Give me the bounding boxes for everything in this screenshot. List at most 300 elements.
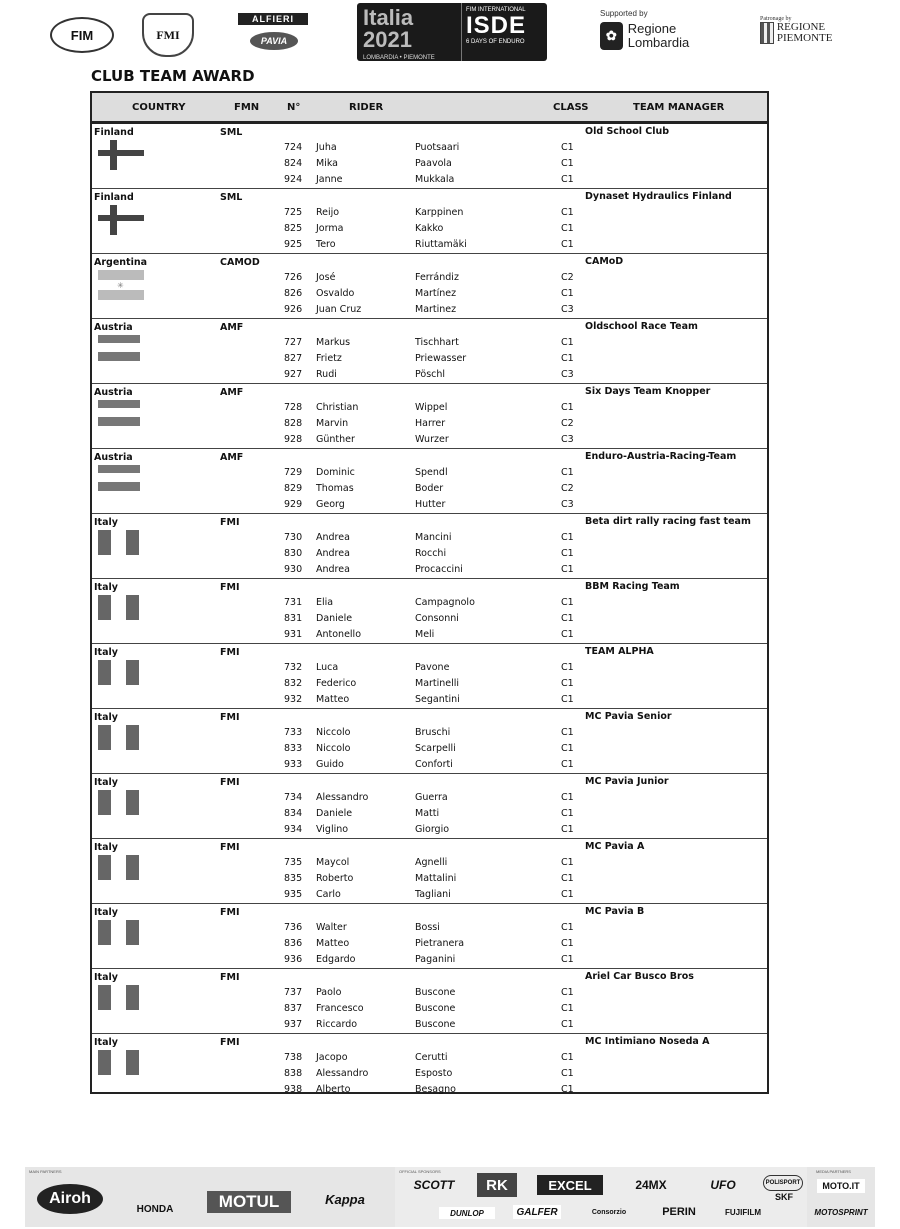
team-table <box>90 91 769 1094</box>
rider-first-name: Janne <box>316 174 343 185</box>
country-name: Austria <box>94 322 133 333</box>
fmn-name: SML <box>220 127 243 138</box>
rider-last-name: Harrer <box>415 418 446 429</box>
team-manager-name: CAMoD <box>585 256 624 267</box>
team-manager-name: TEAM ALPHA <box>585 646 654 657</box>
rider-row <box>92 434 767 450</box>
perin-logo: PERIN <box>662 1206 696 1218</box>
rider-last-name: Consonni <box>415 613 459 624</box>
rider-row <box>92 857 767 873</box>
rider-first-name: Antonello <box>316 629 362 640</box>
rider-number: 833 <box>284 743 303 754</box>
rider-last-name: Cerutti <box>415 1052 448 1063</box>
rider-class: C3 <box>561 304 574 315</box>
team-block <box>92 579 767 644</box>
rider-row <box>92 223 767 239</box>
kappa-logo: Kappa <box>325 1191 365 1207</box>
rider-last-name: Spendl <box>415 467 448 478</box>
rider-first-name: Riccardo <box>316 1019 358 1030</box>
rider-row <box>92 564 767 580</box>
rider-row <box>92 938 767 954</box>
rider-first-name: Daniele <box>316 613 353 624</box>
rider-class: C1 <box>561 223 574 234</box>
rider-class: C1 <box>561 922 574 933</box>
rider-number: 838 <box>284 1068 303 1079</box>
rider-last-name: Buscone <box>415 1019 456 1030</box>
rider-row <box>92 483 767 499</box>
fmi-logo: FMI <box>142 13 194 57</box>
col-fmn: FMN <box>234 102 260 113</box>
rider-class: C1 <box>561 1052 574 1063</box>
rider-class: C1 <box>561 548 574 559</box>
rider-last-name: Buscone <box>415 1003 456 1014</box>
rider-number: 831 <box>284 613 303 624</box>
rider-first-name: Guido <box>316 759 344 770</box>
rider-row <box>92 987 767 1003</box>
scott-logo: SCOTT <box>413 1178 455 1192</box>
country-name: Italy <box>94 582 118 593</box>
rider-class: C1 <box>561 337 574 348</box>
rider-last-name: Pietranera <box>415 938 465 949</box>
rider-number: 836 <box>284 938 303 949</box>
piemonte-name: REGIONE PIEMONTE <box>776 21 833 44</box>
rider-last-name: Guerra <box>415 792 448 803</box>
isde-edition: Italia 2021 <box>363 5 414 52</box>
team-manager-name: MC Pavia B <box>585 906 645 917</box>
rider-first-name: Luca <box>316 662 339 673</box>
rider-last-name: Martinez <box>415 304 457 315</box>
rider-first-name: Andrea <box>316 564 350 575</box>
team-block <box>92 124 767 189</box>
rider-first-name: Edgardo <box>316 954 356 965</box>
col-number: N° <box>287 102 301 113</box>
rider-row <box>92 337 767 353</box>
team-manager-name: MC Pavia Junior <box>585 776 669 787</box>
rider-number: 937 <box>284 1019 303 1030</box>
rider-row <box>92 1019 767 1035</box>
rider-number: 725 <box>284 207 303 218</box>
fmn-name: FMI <box>220 842 240 853</box>
rider-class: C1 <box>561 857 574 868</box>
rider-first-name: Juha <box>316 142 337 153</box>
rider-first-name: Georg <box>316 499 345 510</box>
team-manager-name: Enduro-Austria-Racing-Team <box>585 451 737 462</box>
dunlop-logo: DUNLOP <box>439 1207 495 1219</box>
rider-row <box>92 142 767 158</box>
24mx-logo: 24MX <box>635 1178 667 1192</box>
rider-first-name: Reijo <box>316 207 340 218</box>
rider-row <box>92 239 767 255</box>
rider-number: 724 <box>284 142 303 153</box>
team-block <box>92 254 767 319</box>
rider-first-name: Matteo <box>316 938 350 949</box>
country-name: Finland <box>94 192 134 203</box>
rider-row <box>92 288 767 304</box>
rider-row <box>92 304 767 320</box>
fujifilm-logo: FUJIFILM <box>725 1207 761 1217</box>
rider-number: 726 <box>284 272 303 283</box>
sponsor-footer <box>25 1167 875 1227</box>
rider-row <box>92 873 767 889</box>
team-manager-name: MC Pavia Senior <box>585 711 672 722</box>
isde-sub: 6 DAYS OF ENDURO <box>466 39 525 45</box>
rider-last-name: Martínez <box>415 288 457 299</box>
rider-first-name: Federico <box>316 678 357 689</box>
rider-first-name: Alessandro <box>316 1068 369 1079</box>
rider-class: C1 <box>561 629 574 640</box>
country-name: Italy <box>94 777 118 788</box>
rider-row <box>92 548 767 564</box>
rider-last-name: Pavone <box>415 662 450 673</box>
fmn-name: SML <box>220 192 243 203</box>
rider-last-name: Esposto <box>415 1068 453 1079</box>
rider-row <box>92 889 767 905</box>
rider-row <box>92 824 767 840</box>
rider-number: 734 <box>284 792 303 803</box>
rider-class: C1 <box>561 889 574 900</box>
rider-first-name: Elia <box>316 597 334 608</box>
rider-row <box>92 808 767 824</box>
team-manager-name: Beta dirt rally racing fast team <box>585 516 751 527</box>
rider-row <box>92 954 767 970</box>
rk-logo: RK <box>477 1173 517 1197</box>
rider-number: 837 <box>284 1003 303 1014</box>
rider-number: 924 <box>284 174 303 185</box>
regione-piemonte-logo <box>760 16 840 50</box>
rider-number: 727 <box>284 337 303 348</box>
fmn-name: AMF <box>220 322 244 333</box>
team-block <box>92 904 767 969</box>
rider-number: 936 <box>284 954 303 965</box>
fmn-name: FMI <box>220 777 240 788</box>
rider-number: 737 <box>284 987 303 998</box>
rider-first-name: José <box>316 272 336 283</box>
rider-number: 934 <box>284 824 303 835</box>
rider-class: C1 <box>561 1084 574 1095</box>
rider-last-name: Paganini <box>415 954 456 965</box>
rider-class: C1 <box>561 1003 574 1014</box>
rider-number: 834 <box>284 808 303 819</box>
rider-class: C1 <box>561 174 574 185</box>
rider-last-name: Agnelli <box>415 857 448 868</box>
rider-first-name: Jacopo <box>316 1052 348 1063</box>
rider-class: C1 <box>561 694 574 705</box>
isde-org: FIM INTERNATIONAL <box>466 7 526 13</box>
rider-last-name: Procaccini <box>415 564 463 575</box>
rider-number: 728 <box>284 402 303 413</box>
rider-first-name: Matteo <box>316 694 350 705</box>
rider-first-name: Osvaldo <box>316 288 355 299</box>
isde-region: LOMBARDIA • PIEMONTE <box>363 55 435 61</box>
rider-first-name: Roberto <box>316 873 354 884</box>
team-block <box>92 969 767 1034</box>
page-title: CLUB TEAM AWARD <box>91 67 255 85</box>
rider-row <box>92 532 767 548</box>
rider-class: C2 <box>561 418 574 429</box>
rider-row <box>92 369 767 385</box>
rider-class: C2 <box>561 483 574 494</box>
team-block <box>92 449 767 514</box>
rider-last-name: Besagno <box>415 1084 456 1095</box>
rider-last-name: Wippel <box>415 402 448 413</box>
rider-first-name: Maycol <box>316 857 350 868</box>
rider-last-name: Tischhart <box>415 337 459 348</box>
rider-first-name: Marvin <box>316 418 349 429</box>
rider-number: 832 <box>284 678 303 689</box>
rider-class: C1 <box>561 1068 574 1079</box>
rider-last-name: Riuttamäki <box>415 239 467 250</box>
rider-last-name: Tagliani <box>415 889 451 900</box>
rider-class: C1 <box>561 938 574 949</box>
rider-last-name: Buscone <box>415 987 456 998</box>
rider-last-name: Ferrándiz <box>415 272 459 283</box>
fmn-name: CAMOD <box>220 257 260 268</box>
rider-class: C1 <box>561 759 574 770</box>
rider-number: 735 <box>284 857 303 868</box>
rider-class: C1 <box>561 288 574 299</box>
rider-number: 738 <box>284 1052 303 1063</box>
team-block <box>92 319 767 384</box>
team-manager-name: Six Days Team Knopper <box>585 386 711 397</box>
rider-class: C1 <box>561 402 574 413</box>
rider-last-name: Bossi <box>415 922 440 933</box>
rider-number: 835 <box>284 873 303 884</box>
country-name: Italy <box>94 712 118 723</box>
team-block <box>92 709 767 774</box>
fmn-name: FMI <box>220 972 240 983</box>
rider-row <box>92 1068 767 1084</box>
rider-row <box>92 694 767 710</box>
team-manager-name: Old School Club <box>585 126 670 137</box>
rider-last-name: Mattalini <box>415 873 457 884</box>
rider-last-name: Priewasser <box>415 353 467 364</box>
rider-row <box>92 922 767 938</box>
rider-first-name: Frietz <box>316 353 342 364</box>
rider-class: C3 <box>561 369 574 380</box>
rider-class: C1 <box>561 678 574 689</box>
team-manager-name: Dynaset Hydraulics Finland <box>585 191 732 202</box>
fmn-name: FMI <box>220 582 240 593</box>
rider-last-name: Puotsaari <box>415 142 460 153</box>
main-partners-caption: MAIN PARTNERS <box>29 1169 62 1174</box>
rider-row <box>92 792 767 808</box>
rider-number: 826 <box>284 288 303 299</box>
col-class: CLASS <box>553 102 589 113</box>
rider-first-name: Walter <box>316 922 347 933</box>
rider-number: 927 <box>284 369 303 380</box>
rider-class: C1 <box>561 727 574 738</box>
rider-row <box>92 418 767 434</box>
rider-row <box>92 597 767 613</box>
rider-first-name: Dominic <box>316 467 355 478</box>
rider-number: 938 <box>284 1084 303 1095</box>
rider-first-name: Viglino <box>316 824 349 835</box>
rider-class: C1 <box>561 467 574 478</box>
rider-row <box>92 174 767 190</box>
rider-last-name: Conforti <box>415 759 453 770</box>
rider-last-name: Kakko <box>415 223 444 234</box>
rider-number: 930 <box>284 564 303 575</box>
fmn-name: FMI <box>220 712 240 723</box>
rider-class: C1 <box>561 158 574 169</box>
country-name: Austria <box>94 452 133 463</box>
country-name: Argentina <box>94 257 148 268</box>
rider-class: C2 <box>561 272 574 283</box>
country-name: Italy <box>94 842 118 853</box>
rider-first-name: Andrea <box>316 532 350 543</box>
media-partners-caption: MEDIA PARTNERS <box>816 1169 851 1174</box>
ufo-logo: UFO <box>710 1178 736 1192</box>
rider-row <box>92 207 767 223</box>
rider-number: 825 <box>284 223 303 234</box>
piemonte-icon <box>760 22 774 44</box>
rider-row <box>92 613 767 629</box>
pavia-logo: PAVIA <box>250 32 298 50</box>
team-manager-name: MC Intimiano Noseda A <box>585 1036 710 1047</box>
col-country: COUNTRY <box>132 102 186 113</box>
regione-lombardia-logo <box>600 9 720 59</box>
rider-number: 731 <box>284 597 303 608</box>
rider-row <box>92 272 767 288</box>
rider-class: C1 <box>561 564 574 575</box>
patronage-caption: Patronage by <box>760 16 792 22</box>
team-block <box>92 189 767 254</box>
rider-last-name: Segantini <box>415 694 460 705</box>
team-block <box>92 839 767 904</box>
rider-class: C1 <box>561 597 574 608</box>
rider-row <box>92 1003 767 1019</box>
rider-last-name: Giorgio <box>415 824 450 835</box>
rider-row <box>92 662 767 678</box>
rider-first-name: Mika <box>316 158 338 169</box>
rider-last-name: Rocchi <box>415 548 447 559</box>
country-name: Austria <box>94 387 133 398</box>
rider-first-name: Paolo <box>316 987 342 998</box>
col-rider: RIDER <box>349 102 384 113</box>
rider-row <box>92 402 767 418</box>
rider-first-name: Niccolo <box>316 743 351 754</box>
team-block <box>92 774 767 839</box>
motul-logo: MOTUL <box>207 1191 291 1213</box>
rider-first-name: Tero <box>316 239 336 250</box>
rider-last-name: Meli <box>415 629 435 640</box>
rider-number: 729 <box>284 467 303 478</box>
rider-class: C1 <box>561 824 574 835</box>
country-name: Italy <box>94 647 118 658</box>
team-block <box>92 384 767 449</box>
svg-text:✳: ✳ <box>117 281 124 290</box>
rider-last-name: Martinelli <box>415 678 460 689</box>
galfer-logo: GALFER <box>513 1205 561 1219</box>
team-block <box>92 514 767 579</box>
rider-last-name: Mukkala <box>415 174 455 185</box>
lombardia-icon: ✿ <box>600 22 623 50</box>
rider-number: 830 <box>284 548 303 559</box>
rider-first-name: Francesco <box>316 1003 364 1014</box>
rider-first-name: Juan Cruz <box>316 304 362 315</box>
rider-row <box>92 629 767 645</box>
honda-logo: HONDA <box>136 1204 174 1215</box>
motoit-logo: MOTO.IT <box>817 1179 865 1193</box>
rider-class: C1 <box>561 613 574 624</box>
rider-number: 732 <box>284 662 303 673</box>
rider-row <box>92 678 767 694</box>
team-manager-name: Oldschool Race Team <box>585 321 698 332</box>
rider-row <box>92 467 767 483</box>
rider-number: 933 <box>284 759 303 770</box>
airoh-logo: Airoh <box>37 1184 103 1214</box>
country-name: Finland <box>94 127 134 138</box>
rider-last-name: Karppinen <box>415 207 464 218</box>
rider-first-name: Thomas <box>316 483 354 494</box>
excel-logo: EXCEL <box>537 1175 603 1195</box>
rider-class: C1 <box>561 532 574 543</box>
polisport-logo: POLISPORT <box>763 1175 803 1191</box>
rider-row <box>92 1084 767 1100</box>
fmn-name: AMF <box>220 452 244 463</box>
rider-class: C1 <box>561 662 574 673</box>
country-name: Italy <box>94 972 118 983</box>
country-name: Italy <box>94 1037 118 1048</box>
rider-last-name: Wurzer <box>415 434 449 445</box>
rider-class: C1 <box>561 743 574 754</box>
lombardia-name: Regione Lombardia <box>627 21 690 50</box>
rider-row <box>92 499 767 515</box>
rider-class: C3 <box>561 434 574 445</box>
rider-number: 827 <box>284 353 303 364</box>
rider-class: C1 <box>561 207 574 218</box>
rider-last-name: Pöschl <box>415 369 446 380</box>
rider-class: C1 <box>561 873 574 884</box>
rider-first-name: Niccolo <box>316 727 351 738</box>
rider-class: C1 <box>561 792 574 803</box>
rider-class: C1 <box>561 987 574 998</box>
rider-class: C1 <box>561 239 574 250</box>
team-block <box>92 1034 767 1099</box>
rider-number: 928 <box>284 434 303 445</box>
rider-class: C1 <box>561 808 574 819</box>
team-manager-name: BBM Racing Team <box>585 581 680 592</box>
rider-row <box>92 743 767 759</box>
country-name: Italy <box>94 907 118 918</box>
rider-class: C1 <box>561 142 574 153</box>
isde-logo <box>357 3 547 61</box>
fmn-name: FMI <box>220 907 240 918</box>
fmn-name: FMI <box>220 1037 240 1048</box>
team-manager-name: MC Pavia A <box>585 841 645 852</box>
team-block <box>92 644 767 709</box>
rider-first-name: Markus <box>316 337 351 348</box>
rider-first-name: Christian <box>316 402 359 413</box>
rider-number: 931 <box>284 629 303 640</box>
fmn-name: FMI <box>220 517 240 528</box>
col-team-manager: TEAM MANAGER <box>633 102 725 113</box>
rider-number: 925 <box>284 239 303 250</box>
team-manager-name: Ariel Car Busco Bros <box>585 971 694 982</box>
rider-last-name: Matti <box>415 808 440 819</box>
rider-last-name: Paavola <box>415 158 452 169</box>
rider-number: 824 <box>284 158 303 169</box>
rider-class: C1 <box>561 954 574 965</box>
rider-number: 736 <box>284 922 303 933</box>
rider-last-name: Boder <box>415 483 444 494</box>
rider-number: 828 <box>284 418 303 429</box>
official-sponsors-caption: OFFICIAL SPONSORS <box>399 1169 441 1174</box>
alfieri-logo: ALFIERI <box>238 13 308 25</box>
fmn-name: AMF <box>220 387 244 398</box>
rider-number: 929 <box>284 499 303 510</box>
rider-number: 926 <box>284 304 303 315</box>
